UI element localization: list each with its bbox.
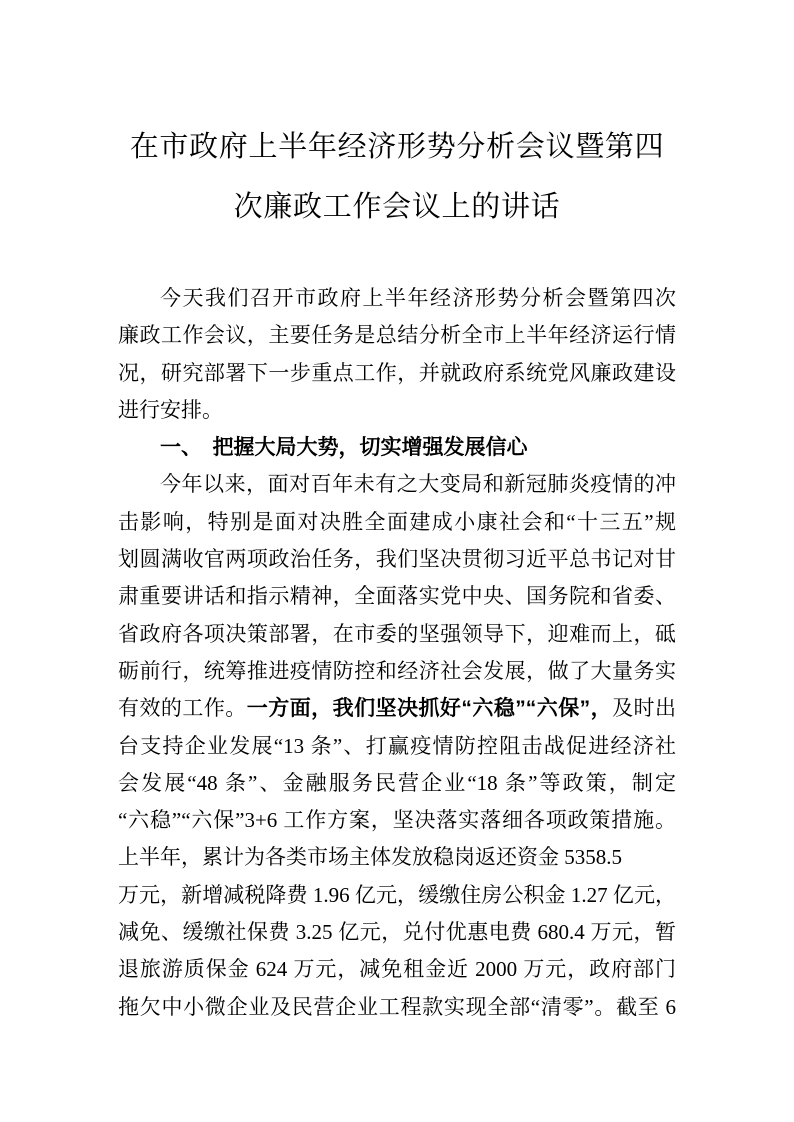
- text-segment: 击影响，特别是面对决胜全面建成小康社会和“十三五”规: [118, 509, 676, 534]
- document-line: [118, 429, 676, 466]
- text-segment: 省政府各项决策部署，在市委的坚强领导下，迎难而上，砥: [118, 621, 676, 646]
- text-segment: 上半年，累计为各类市场主体发放稳岗返还资金 5358.5: [118, 845, 622, 870]
- text-segment: 台支持企业发展“13 条”、打赢疫情防控阻击战促进经济社: [118, 733, 676, 758]
- document-line: [118, 877, 676, 914]
- document-line: [118, 802, 676, 839]
- text-segment: 今年以来，面对百年未有之大变局和新冠肺炎疫情的冲: [160, 472, 676, 497]
- document-line: [118, 914, 676, 951]
- document-line: [118, 466, 676, 503]
- text-segment: 况，研究部署下一步重点工作，并就政府系统党风廉政建设: [118, 360, 676, 385]
- text-segment: “六稳”“六保”3+6 工作方案，坚决落实落细各项政策措施。: [118, 808, 676, 833]
- document-line: [118, 541, 676, 578]
- document-line: [118, 690, 676, 727]
- document-line: [118, 504, 676, 541]
- document-line: [118, 616, 676, 653]
- document-title: [118, 117, 676, 237]
- text-segment: 一、 把握大局大势，切实增强发展信心: [160, 436, 528, 460]
- text-segment: 廉政工作会议，主要任务是总结分析全市上半年经济运行情: [118, 323, 676, 348]
- text-segment: 肃重要讲话和指示精神，全面落实党中央、国务院和省委、: [118, 584, 676, 609]
- document-content: [0, 117, 794, 1026]
- document-line: [118, 839, 676, 876]
- text-segment: 会发展“48 条”、金融服务民营企业“18 条”等政策，制定: [118, 770, 676, 795]
- bold-text-segment: 一方面，我们坚决抓好“六稳”“六保”，: [246, 697, 613, 721]
- document-line: [118, 728, 676, 765]
- text-segment: 减免、缓缴社保费 3.25 亿元，兑付优惠电费 680.4 万元，暂: [118, 920, 676, 945]
- paragraph: [118, 466, 676, 1025]
- text-segment: 划圆满收官两项政治任务，我们坚决贯彻习近平总书记对甘: [118, 547, 676, 572]
- document-line: [118, 317, 676, 354]
- title-line: 在市政府上半年经济形势分析会议暨第四: [129, 131, 665, 163]
- document-line: [118, 280, 676, 317]
- document-line: [118, 989, 676, 1026]
- document-line: [118, 765, 676, 802]
- document-body: [118, 280, 676, 1026]
- paragraph: [118, 280, 676, 429]
- title-line: 次廉政工作会议上的讲话: [233, 191, 561, 223]
- document-line: [118, 951, 676, 988]
- document-line: [118, 355, 676, 392]
- document-line: [118, 653, 676, 690]
- text-segment: 退旅游质保金 624 万元，减免租金近 2000 万元，政府部门: [118, 957, 676, 982]
- document-line: [118, 578, 676, 615]
- text-segment: 及时出: [612, 696, 677, 721]
- section-heading: [118, 429, 676, 466]
- text-segment: 今天我们召开市政府上半年经济形势分析会暨第四次: [160, 286, 676, 310]
- text-segment: 万元，新增减税降费 1.96 亿元，缓缴住房公积金 1.27 亿元，: [118, 882, 676, 907]
- text-segment: 拖欠中小微企业及民营企业工程款实现全部“清零”。截至 6: [118, 994, 676, 1019]
- text-segment: 砺前行，统筹推进疫情防控和经济社会发展，做了大量务实: [118, 658, 676, 683]
- text-segment: 进行安排。: [118, 397, 223, 422]
- document-line: [118, 392, 676, 429]
- text-segment: 有效的工作。: [118, 696, 247, 721]
